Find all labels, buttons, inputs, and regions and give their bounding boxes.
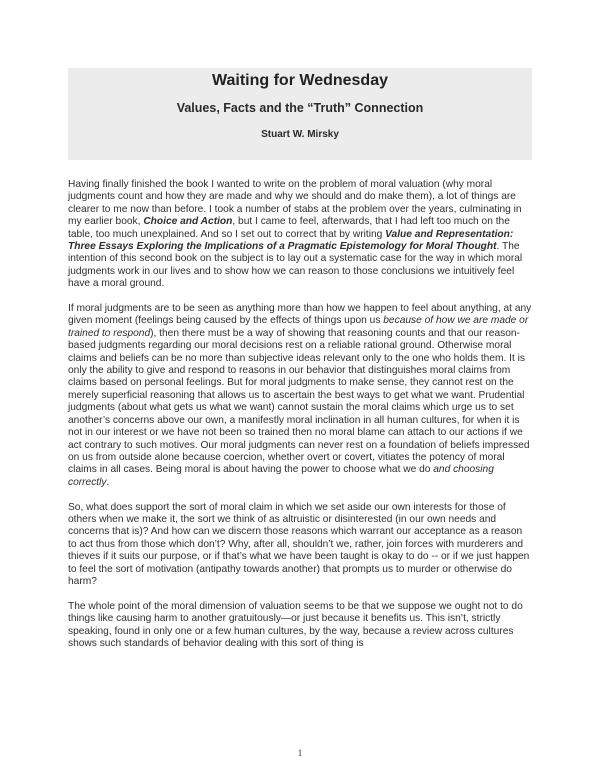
paragraph-2-emphasis-2: and choosing correctly: [68, 464, 494, 488]
paragraph-2: [68, 303, 532, 489]
title-block: [68, 68, 532, 160]
paragraph-1-text-e: . The intention of this second book on the subject is to lay out a systematic case for the way in which moral judgments work in our lives and to show how we can reason to those conclusions we intuitively feel have a moral ground.: [68, 241, 523, 290]
document-subtitle: Values, Facts and the “Truth” Connection: [176, 101, 424, 115]
paragraph-2-emphasis-1: because of how we are made or trained to respond: [68, 315, 529, 339]
document-body: [68, 179, 532, 663]
paragraph-3: So, what does support the sort of moral claim in which we set aside our own interests for those of others when we make it, the sort we think of as altruistic or disinterested (in our own needs and concerns that is)? And how can we discern those reasons which warrant our acceptance as a reason to act thus from those which don’t? Why, after all, shouldn’t we, rather, join forces with murderers and thieves if it suits our purpose, or if that’s what we have been taught is okay to do -- or if we just happen to feel the sort of motivation (antipathy towards another) that prompts us to murder or otherwise do harm?: [68, 501, 530, 587]
page-number: 1: [297, 748, 303, 758]
document-title: Waiting for Wednesday: [211, 72, 388, 89]
document-author: Stuart W. Mirsky: [261, 129, 339, 140]
paragraph-1-text-a: Having finally finished the book I wanted to write on the problem of moral valuation (why moral judgments count and how they are made and why we should and do make them), a lot of things are clearer to me now than before. I took a number of stabs at the problem over the years, culminating in my earlier book,: [68, 179, 522, 228]
book-title-choice-and-action: Choice and Action: [143, 216, 233, 228]
paragraph-1: [68, 179, 532, 291]
paragraph-2-text-a: If moral judgments are to be seen as anything more than how we happen to feel about anything, at any given moment (feelings being caused by the effects of things upon us: [68, 303, 532, 327]
book-title-value-and-representation: Value and Representation: Three Essays Exploring the Implications of a Pragmatic Epistemology for Moral Thought: [68, 228, 514, 253]
paragraph-1-text-c: , but I came to feel, afterwards, that I had left too much on the table, too much unexplained. And so I set out to correct that by writing: [68, 216, 510, 240]
paragraph-2-text-e: .: [106, 476, 110, 488]
paragraph-2-text-c: ), then there must be a way of showing that reasoning counts and that our reason-based judgments regarding our moral decisions rest on a reliable rational ground. Otherwise moral claims and beliefs can be no more than subjective ideas relevant only to the one who holds them. It is only the ability to give and respond to reasons in our behavior that distinguishes moral claims from claims based on personal feelings. But for moral judgments to make sense, they cannot rest on the merely superficial reasoning that allows us to ascertain the best ways to get what we want. Prudential judgments (about what gets us what we want) cannot sustain the moral claims which urge us to set another’s concerns above our own, a manifestly moral inclination in all human cultures, for when it is not in our interest or we have not been so trained then no moral blame can attach to our actions if we act contrary to such motives. Our moral judgments can never rest on a foundation of beliefs impressed on us from outside alone because coercion, whether overt or covert, vitiates the potency of moral claims in all cases. Being moral is about having the power to choose what we do: [68, 327, 530, 476]
paragraph-4: The whole point of the moral dimension of valuation seems to be that we suppose we ought not to do things like causing harm to another gratuitously—or just because it benefits us. This isn’t, strictly speaking, found in only one or a few human cultures, by the way, because a review across cultures shows such standards of behavior dealing with this sort of thing is: [68, 600, 523, 649]
